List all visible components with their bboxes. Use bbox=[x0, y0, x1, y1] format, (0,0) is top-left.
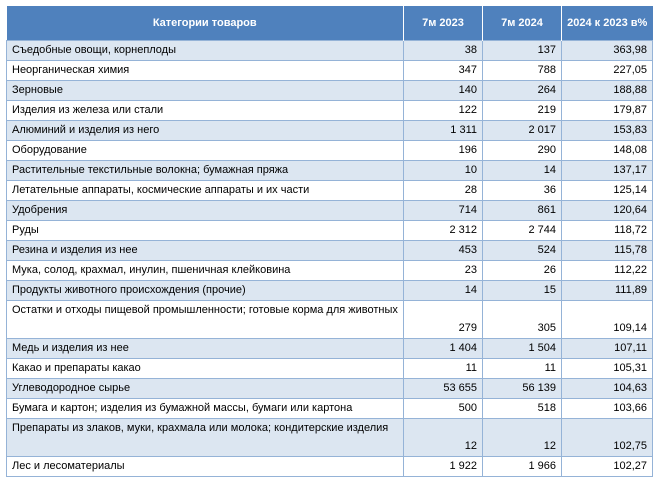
table-row bbox=[7, 379, 653, 399]
category-cell: Зерновые bbox=[7, 81, 404, 101]
value-2024-cell: 861 bbox=[483, 201, 562, 221]
table-row bbox=[7, 141, 653, 161]
header-category: Категории товаров bbox=[7, 6, 404, 41]
value-2023-cell: 14 bbox=[404, 281, 483, 301]
table-row bbox=[7, 41, 653, 61]
value-2023-cell: 38 bbox=[404, 41, 483, 61]
table-row bbox=[7, 261, 653, 281]
category-cell: Руды bbox=[7, 221, 404, 241]
value-2023-cell: 347 bbox=[404, 61, 483, 81]
value-2024-cell: 137 bbox=[483, 41, 562, 61]
value-2023-cell: 23 bbox=[404, 261, 483, 281]
table-row bbox=[7, 301, 653, 339]
table-row bbox=[7, 121, 653, 141]
ratio-cell: 179,87 bbox=[562, 101, 653, 121]
value-2023-cell: 122 bbox=[404, 101, 483, 121]
header-7m-2023: 7м 2023 bbox=[404, 6, 483, 41]
value-2023-cell: 196 bbox=[404, 141, 483, 161]
table-row bbox=[7, 181, 653, 201]
table-row bbox=[7, 201, 653, 221]
ratio-cell: 102,75 bbox=[562, 419, 653, 457]
ratio-cell: 227,05 bbox=[562, 61, 653, 81]
category-cell: Лес и лесоматериалы bbox=[7, 457, 404, 477]
category-cell: Мука, солод, крахмал, инулин, пшеничная клейковина bbox=[7, 261, 404, 281]
ratio-cell: 148,08 bbox=[562, 141, 653, 161]
category-cell: Продукты животного происхождения (прочие) bbox=[7, 281, 404, 301]
value-2024-cell: 12 bbox=[483, 419, 562, 457]
ratio-cell: 107,11 bbox=[562, 339, 653, 359]
value-2024-cell: 524 bbox=[483, 241, 562, 261]
ratio-cell: 104,63 bbox=[562, 379, 653, 399]
table-row bbox=[7, 281, 653, 301]
value-2023-cell: 2 312 bbox=[404, 221, 483, 241]
table-row bbox=[7, 81, 653, 101]
table-row bbox=[7, 61, 653, 81]
value-2024-cell: 219 bbox=[483, 101, 562, 121]
value-2024-cell: 305 bbox=[483, 301, 562, 339]
value-2023-cell: 140 bbox=[404, 81, 483, 101]
ratio-cell: 120,64 bbox=[562, 201, 653, 221]
value-2024-cell: 788 bbox=[483, 61, 562, 81]
category-cell: Остатки и отходы пищевой промышленности; готовые корма для животных bbox=[7, 301, 404, 339]
value-2024-cell: 2 744 bbox=[483, 221, 562, 241]
value-2024-cell: 1 504 bbox=[483, 339, 562, 359]
value-2023-cell: 1 922 bbox=[404, 457, 483, 477]
category-cell: Медь и изделия из нее bbox=[7, 339, 404, 359]
value-2023-cell: 279 bbox=[404, 301, 483, 339]
ratio-cell: 137,17 bbox=[562, 161, 653, 181]
ratio-cell: 118,72 bbox=[562, 221, 653, 241]
category-cell: Алюминий и изделия из него bbox=[7, 121, 404, 141]
category-cell: Изделия из железа или стали bbox=[7, 101, 404, 121]
category-cell: Оборудование bbox=[7, 141, 404, 161]
value-2024-cell: 15 bbox=[483, 281, 562, 301]
category-cell: Углеводородное сырье bbox=[7, 379, 404, 399]
ratio-cell: 153,83 bbox=[562, 121, 653, 141]
category-cell: Растительные текстильные волокна; бумажная пряжа bbox=[7, 161, 404, 181]
table-row bbox=[7, 419, 653, 457]
ratio-cell: 102,27 bbox=[562, 457, 653, 477]
ratio-cell: 115,78 bbox=[562, 241, 653, 261]
value-2024-cell: 290 bbox=[483, 141, 562, 161]
value-2023-cell: 10 bbox=[404, 161, 483, 181]
value-2023-cell: 11 bbox=[404, 359, 483, 379]
value-2024-cell: 26 bbox=[483, 261, 562, 281]
table-row bbox=[7, 101, 653, 121]
category-cell: Какао и препараты какао bbox=[7, 359, 404, 379]
category-cell: Бумага и картон; изделия из бумажной массы, бумаги или картона bbox=[7, 399, 404, 419]
value-2024-cell: 14 bbox=[483, 161, 562, 181]
ratio-cell: 188,88 bbox=[562, 81, 653, 101]
value-2024-cell: 518 bbox=[483, 399, 562, 419]
value-2024-cell: 264 bbox=[483, 81, 562, 101]
commodity-table bbox=[6, 6, 653, 477]
category-cell: Удобрения bbox=[7, 201, 404, 221]
ratio-cell: 125,14 bbox=[562, 181, 653, 201]
category-cell: Препараты из злаков, муки, крахмала или молока; кондитерские изделия bbox=[7, 419, 404, 457]
value-2023-cell: 28 bbox=[404, 181, 483, 201]
header-7m-2024: 7м 2024 bbox=[483, 6, 562, 41]
value-2023-cell: 12 bbox=[404, 419, 483, 457]
value-2024-cell: 56 139 bbox=[483, 379, 562, 399]
header-ratio: 2024 к 2023 в% bbox=[562, 6, 653, 41]
category-cell: Резина и изделия из нее bbox=[7, 241, 404, 261]
value-2024-cell: 11 bbox=[483, 359, 562, 379]
table-row bbox=[7, 399, 653, 419]
category-cell: Летательные аппараты, космические аппараты и их части bbox=[7, 181, 404, 201]
table-row bbox=[7, 339, 653, 359]
category-cell: Съедобные овощи, корнеплоды bbox=[7, 41, 404, 61]
ratio-cell: 363,98 bbox=[562, 41, 653, 61]
value-2023-cell: 500 bbox=[404, 399, 483, 419]
ratio-cell: 103,66 bbox=[562, 399, 653, 419]
value-2024-cell: 1 966 bbox=[483, 457, 562, 477]
ratio-cell: 105,31 bbox=[562, 359, 653, 379]
value-2023-cell: 1 404 bbox=[404, 339, 483, 359]
value-2024-cell: 2 017 bbox=[483, 121, 562, 141]
value-2023-cell: 53 655 bbox=[404, 379, 483, 399]
table-row bbox=[7, 221, 653, 241]
ratio-cell: 111,89 bbox=[562, 281, 653, 301]
ratio-cell: 112,22 bbox=[562, 261, 653, 281]
value-2023-cell: 453 bbox=[404, 241, 483, 261]
category-cell: Неорганическая химия bbox=[7, 61, 404, 81]
table-row bbox=[7, 241, 653, 261]
value-2023-cell: 714 bbox=[404, 201, 483, 221]
table-row bbox=[7, 161, 653, 181]
table-header-row bbox=[7, 6, 653, 41]
table-row bbox=[7, 359, 653, 379]
table-row bbox=[7, 457, 653, 477]
value-2024-cell: 36 bbox=[483, 181, 562, 201]
ratio-cell: 109,14 bbox=[562, 301, 653, 339]
value-2023-cell: 1 311 bbox=[404, 121, 483, 141]
